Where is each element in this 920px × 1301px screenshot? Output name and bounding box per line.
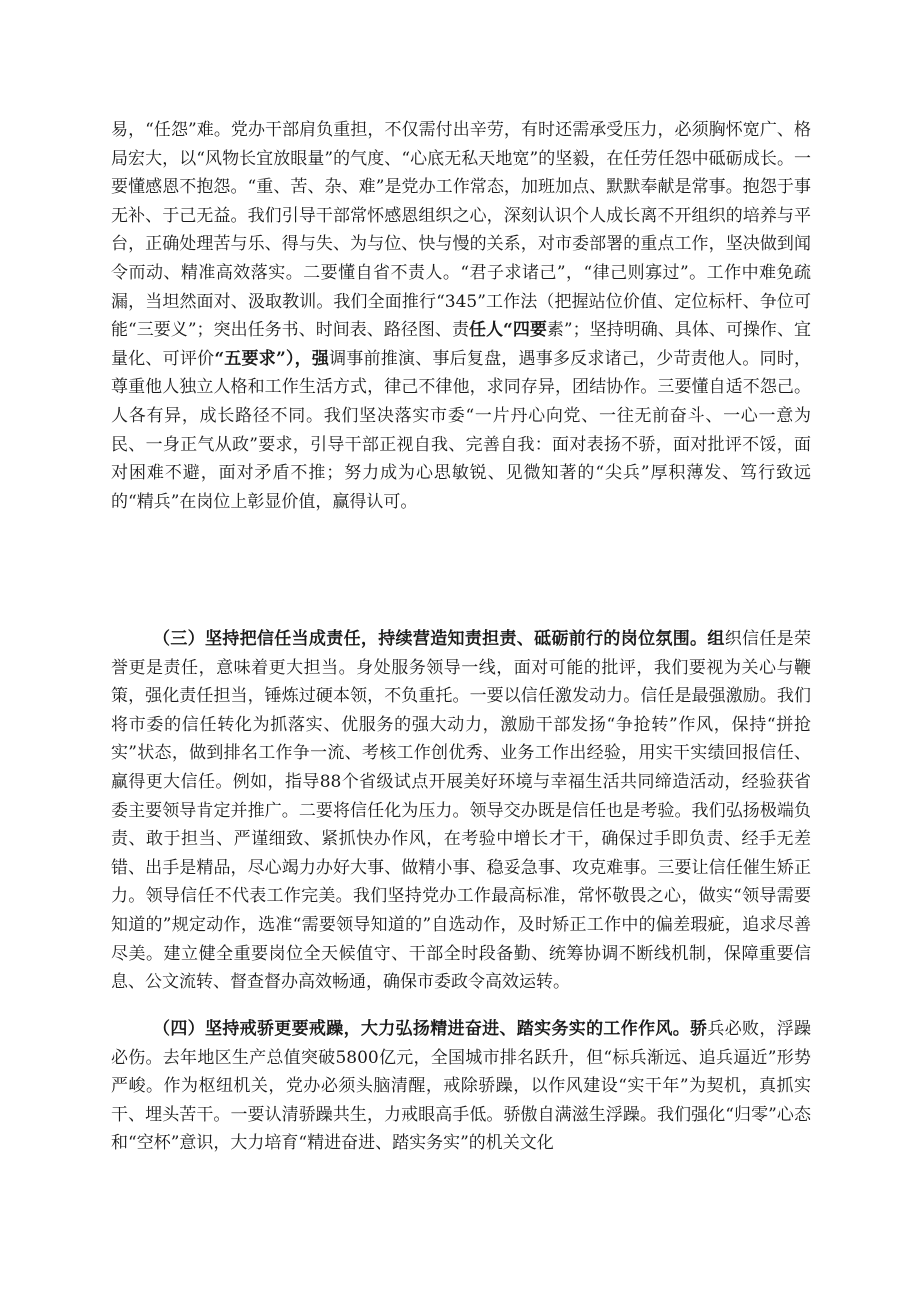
paragraph-text: 易，“任怨”难。党办干部肩负重担，不仅需付出辛劳，有时还需承受压力，必须胸怀宽广、格局宏大，以“风物长宜放眼量”的气度、“心底无私天地宽”的坚毅，在任劳任怨中砥砺成长。一要懂感恩不抱怨。“重、苦、杂、难”是党办工作常态，加班加点、默默奉献是常事。抱怨于事无补、于己无益。我们引导干部常怀感恩组织之心，深刻认识个人成长离不开组织的培养与平台，正确处理苦与乐、得与失、为与位、快与慢的关系，对市委部署的重点工作，坚决做到闻令而动、精准高效落实。二要懂自省不责人。“君子求诸己”，“律己则寡过”。工作中难免疏漏，当坦然面对、汲取教训。我们全面推行“345”工作法（把握站位价值、定位标杆、争位可能“三要义”；突出任务书、时间表、路径图、责: [111, 120, 811, 341]
paragraph-continuation: [111, 116, 811, 516]
section-4-paragraph: [111, 1015, 811, 1158]
section-4-heading: （四）坚持戒骄更要戒躁，大力弘扬精进奋进、踏实务实的工作作风。骄: [153, 1019, 708, 1039]
paragraph-text: 调事前推演、事后复盘，遇事多反求诸己，少苛责他人。同时，尊重他人独立人格和工作生活方式，律己不律他，求同存异，团结协作。三要懂自适不怨己。人各有异，成长路径不同。我们坚决落实市委“一片丹心向党、一往无前奋斗、一心一意为民、一身正气从政”要求，引导干部正视自我、完善自我：面对表扬不骄，面对批评不馁，面对困难不避，面对矛盾不推；努力成为心思敏锐、见微知著的“尖兵”厚积薄发、笃行致远的“精兵”在岗位上彰显价值，赢得认可。: [111, 348, 812, 512]
section-3-body: 织信任是荣誉更是责任，意味着更大担当。身处服务领导一线，面对可能的批评，我们要视为关心与鞭策，强化责任担当，锤炼过硬本领，不负重托。一要以信任激发动力。信任是最强激励。我们将市委的信任转化为抓落实、优服务的强大动力，激励干部发扬“争抢转”作风，保持“拼抢实”状态，做到排名工作争一流、考核工作创优秀、业务工作出经验，用实干实绩回报信任、赢得更大信任。例如，指导88个省级试点开展美好环境与幸福生活共同缔造活动，经验获省委主要领导肯定并推广。二要将信任化为压力。领导交办既是信任也是考验。我们弘扬极端负责、敢于担当、严谨细致、紧抓快办作风，在考验中增长才干，确保过手即负责、经手无差错、出手是精品，尽心竭力办好大事、做精小事、稳妥急事、攻克难事。三要让信任催生矫正力。领导信任不代表工作完美。我们坚持党办工作最高标准，常怀敬畏之心，做实“领导需要知道的”规定动作，选准“需要领导知道的”自选动作，及时矫正工作中的偏差瑕疵，追求尽善尽美。建立健全重要岗位全天候值守、干部全时段备勤、统筹协调不断线机制，保障重要信息、公文流转、督查督办高效畅通，确保市委政令高效运转。: [111, 629, 812, 993]
bold-phrase: 任人“四要: [468, 320, 547, 341]
section-4-body: 兵必败，浮躁必伤。去年地区生产总值突破5800亿元，全国城市排名跃升，但“标兵渐远、追兵逼近”形势严峻。作为枢纽机关，党办必须头脑清醒，戒除骄躁，以作风建设“实干年”为契机，真抓实干、埋头苦干。一要认清骄躁共生，力戒眼高手低。骄傲自满滋生浮躁。我们强化“归零”心态和“空杯”意识，大力培育“精进奋进、踏实务实”的机关文化: [111, 1019, 812, 1154]
section-3-paragraph: [111, 625, 811, 997]
bold-phrase: “五要求”），强: [214, 348, 330, 369]
section-3-heading: （三）坚持把信任当成责任，持续营造知责担责、砥砺前行的岗位氛围。组: [153, 629, 725, 649]
paragraph-text: 素”；坚持明确、具体、可操作、宜量化、可评价: [111, 320, 811, 369]
